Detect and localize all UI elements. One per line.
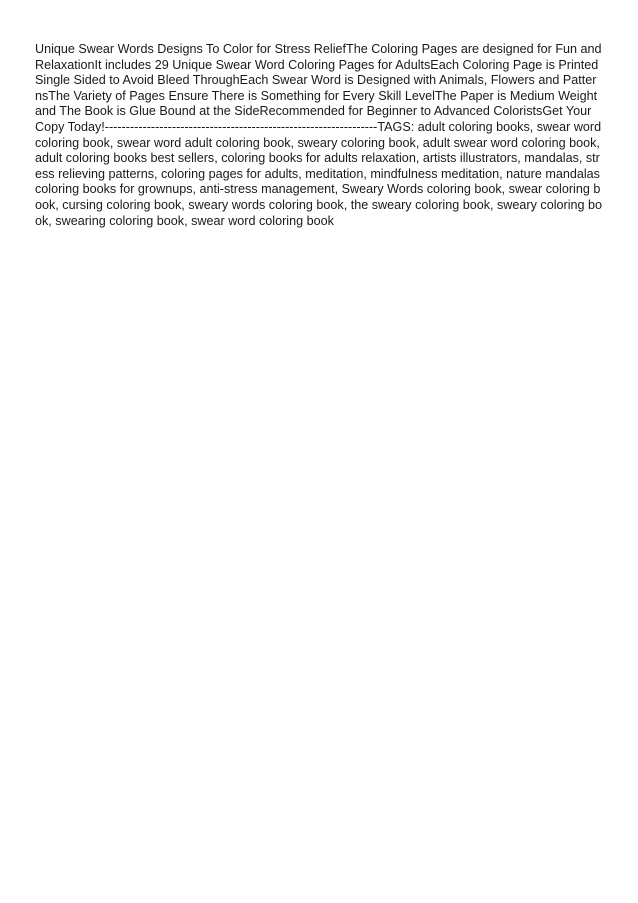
description-paragraph: Unique Swear Words Designs To Color for Stress ReliefThe Coloring Pages are designed for Fun and RelaxationIt includes 29 Unique Swear Word Coloring Pages for AdultsEach Coloring Page is Printed Single Sided to Avoid Bleed ThroughEach Swear Word is Designed with Animals, Flowers and PatternsThe Variety of Pages Ensure There is Something for Every Skill LevelThe Paper is Medium Weight and The Book is Glue Bound at the SideRecommended for Beginner to Advanced ColoristsGet Your Copy Today!-----------------------------------------------------------------TAGS: adult coloring books, swear word coloring book, swear word adult coloring book, sweary coloring book, adult swear word coloring book, adult coloring books best sellers, coloring books for adults relaxation, artists illustrators, mandalas, stress relieving patterns, coloring pages for adults, meditation, mindfulness meditation, nature mandalas coloring books for grownups, anti-stress management, Sweary Words coloring book, swear coloring book, cursing coloring book, sweary words coloring book, the sweary coloring book, sweary coloring book, swearing coloring book, swear word coloring book: [35, 42, 603, 228]
